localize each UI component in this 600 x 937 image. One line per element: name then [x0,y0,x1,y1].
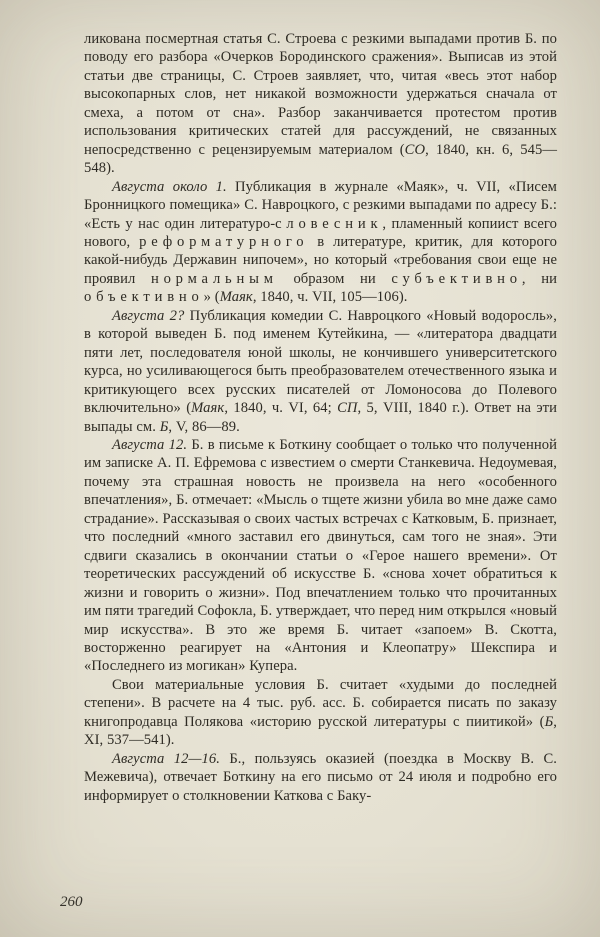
text-run: в литературе, критик, для которого какой-нибудь Державин нипочем», но который «требования свои еще не проявил [84,233,557,287]
paragraph [84,178,557,307]
text-run: , ни [521,270,557,287]
letterspaced-emphasis: субъективно [391,270,522,287]
text-run: Б., пользуясь оказией (поездка в Москву В. С. Межевича), отвечает Боткину на его письмо от 24 июля и подробно его информирует о столкновении Каткова с Баку- [84,750,557,804]
italic-run: Маяк [191,400,225,417]
text-run: , 1840, кн. 6, 545—548). [84,141,557,177]
paragraph [84,307,557,436]
italic-run: Б [159,418,169,435]
italic-run: Августа 2? [112,307,185,324]
letterspaced-emphasis: реформатурного [139,233,309,250]
italic-run: СО [404,141,426,158]
letterspaced-emphasis: нормальным [150,270,278,287]
italic-run: СП [337,400,358,417]
text-run: , 1840, ч. VII, 105—106). [252,289,408,306]
text-run: образом ни [277,270,392,287]
text-run: ликована посмертная статья С. Строева с резкими выпадами против Б. по поводу его разбора «Очерков Бородинского сражения». Выписав из этой статьи две страницы, С. Строев заявляет, что, читая «весь этот набор высокопарных слов, нет никакой возможности удержаться сначала от смеха, а потом от сна». Разбор заканчивается протестом против использования критических статей для рассуждений, не связанных непосредственно с рецензируемым материалом ( [84,31,557,158]
italic-run: Маяк [219,289,253,306]
paragraph [84,30,557,178]
paragraph [84,750,557,805]
letterspaced-emphasis: словесник [275,215,383,232]
text-run: , V, 86—89. [168,418,240,435]
italic-run: Августа около 1. [112,178,227,195]
page-number: 260 [60,894,83,910]
italic-run: Б [544,713,554,730]
text-run: Б. в письме к Боткину сообщает о только что полученной им записке А. П. Ефремова с известием о смерти Станкевича. Недоумевая, почему эта страшная новость не произвела на него «особенного впечатления», Б. отмечает: «Мысль о тщете жизни убила во мне даже само страдание». Рассказывая о своих частых встречах с Катковым, Б. признает, что последний «много заставил его двинуться, сам того не зная». Эти сдвиги сказались в окончании статьи о «Герое нашего времени». От теоретических рассуждений об искусстве Б. «снова хочет обратиться к жизни и говорить о жизни». Под впечатлением только что прочитанных им пяти трагедий Софокла, Б. утверждает, что перед ним открылся «новый мир искусства». В это же время Б. читает «запоем» В. Скотта, восторженно реагирует на «Антония и Клеопатру» Шекспира и «Последнего из могикан» Купера. [84,436,557,675]
text-run: , пламенный копиист всего нового, [84,215,557,250]
page-text [84,30,557,805]
italic-run: Августа 12—16. [112,750,221,767]
text-run: Публикация комедии С. Навроцкого «Новый водоросль», в которой выведен Б. под именем Кутейкина, — «литератора двадцати пяти лет, последователя юной школы, не кончившего университетского курса, но усиливающегося быть преобразователем отечественного языка и критикующего всех русских писателей от Ломоносова до Полевого включительно» ( [84,307,557,417]
text-run: , 5, VIII, 1840 г.). Ответ на эти выпады см. [84,400,557,435]
letterspaced-emphasis: объективно [84,289,204,306]
paragraph [84,676,557,750]
text-run: Публикация в журнале «Маяк», ч. VII, «Писем Бронницкого помещика» С. Навроцкого, с резкими выпадами по адресу Б.: «Есть у нас один литературо- [84,178,557,232]
text-run: , 1840, ч. VI, 64; [224,400,338,417]
italic-run: Августа 12. [112,436,188,453]
text-run: Свои материальные условия Б. считает «худыми до последней степени». В расчете на 4 тыс. руб. асс. Б. собирается писать по заказу книгопродавца Полякова «историю русской литературы с пиитикой» ( [84,676,557,730]
text-run: , XI, 537—541). [84,713,557,749]
paragraph [84,436,557,676]
text-run: » ( [203,289,220,306]
